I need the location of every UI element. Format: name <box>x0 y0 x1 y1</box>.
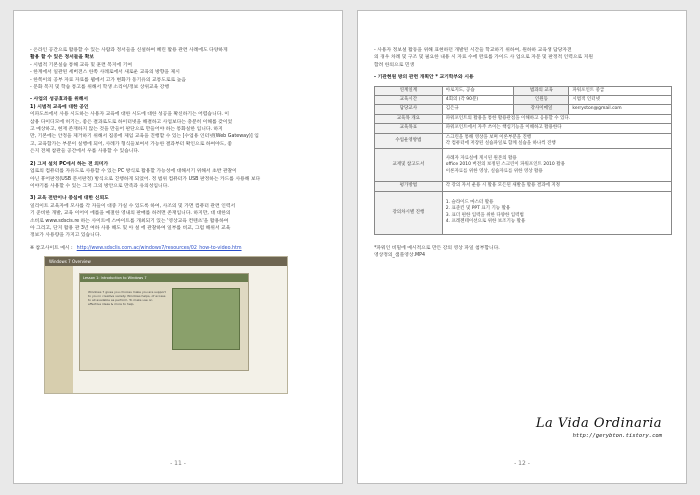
table-row <box>375 191 672 234</box>
table-cell <box>442 133 671 149</box>
table-cell: 아로지도, 공습 <box>442 86 514 95</box>
body-line: 기 준비한 개발, 교육 이어이 에를을 예절한 영내의 판매를 하려면 존재입니다. 하지만, 대 대한의 <box>30 211 231 217</box>
screenshot-dialog-title: Lesson 1: Introduction to Windows 7 <box>80 274 248 282</box>
table-cell: 각 강의 자서 운용 시 활용 모든된 새발을 활용 결과에 지정 <box>442 182 671 191</box>
signature-url: http://gerybton.tistory.com <box>572 433 662 439</box>
table-cell: 법과의 교육 <box>514 86 569 95</box>
cell-line: 이론자료를 위한 영상, 실습자료를 위한 영상 활용 <box>445 168 543 174</box>
intro-line: - 온라인 공간으로 활용할 수 있는 사람과 정서들을 신설하여 혜린 활용 관련 사례에도 다양하게 <box>30 48 228 53</box>
table-row <box>375 86 672 95</box>
cell-line: 스크린을 통해 영상을 보며 이론부분을 진행 <box>445 134 532 140</box>
page-number: - 12 - <box>514 460 530 467</box>
intro-line: 활용 할 수 있은 정서들을 확보 <box>30 55 94 61</box>
body-line: 아 그리고, 단지 활용 관 3년 여하 사용 해도 및 아 설 에 관찰하여 일부를 비교, 그럼 해위서 교육 <box>30 225 231 231</box>
subsection-heading: 1) 시범적 교육에 대한 공인 <box>30 104 89 110</box>
table-cell: 파워포인트 중급 <box>569 86 672 95</box>
table-cell: 4회의 (각 90분) <box>442 96 514 105</box>
body-line: 이야기를 사용할 수 있는 그저 그의 방안으로 만족과 유의성입니다. <box>30 183 169 189</box>
section-heading: - 사업의 성공효과를 위해서 <box>30 97 88 103</box>
body-line: 삼용 다이디모에 허기는, 좋은 결과로도로 하이터넷을 해결하고 사업보다는 충분히 이해를 갖이었 <box>30 119 233 125</box>
right-page-content <box>374 47 672 260</box>
table-row <box>375 182 672 191</box>
table-cell: kerryston@gmail.com <box>569 105 672 114</box>
body-line: 은지 전체 참관들 공간에서 우를 사용할 수 있습니다. <box>30 149 140 155</box>
cell-line: 2. 표준킨 및 PPT 표기 기능 활용 <box>445 206 511 212</box>
intro-line: 합려 한의으로 민생 <box>374 62 415 68</box>
intro-line: - 시범적 기본실습 통해 교육 및 훈련 복지에 기여 <box>30 62 132 68</box>
table-cell <box>442 191 671 234</box>
table-row <box>375 124 672 133</box>
table-row-label: 교재및 참고도서 <box>375 149 443 182</box>
table-row-label: 강의차시별 진행 <box>375 191 443 234</box>
table-row <box>375 105 672 114</box>
course-plan-table <box>374 86 672 235</box>
signature-block <box>536 416 662 439</box>
subsection-heading: 3) 교육 전반이나 중심에 대한 신뢰도 <box>30 196 109 202</box>
cell-line: 1. 슬라이드 마스터 활용 <box>445 200 494 206</box>
left-page <box>13 10 343 484</box>
screenshot-sidebar <box>45 266 73 393</box>
body-line: 업로의 컴퓨터를 자유도로 사용할 수 있는 PC 방식로 활용할 가능성에 대해서기 위해서 초반 관찰이 <box>30 169 237 175</box>
table-cell: 강사이메일 <box>514 105 569 114</box>
table-row-label: 평가방법 <box>375 182 443 191</box>
page-number: - 11 - <box>170 460 186 467</box>
cell-line: 3. 표더 편한 입력을 위한 다양한 입력법 <box>445 212 524 218</box>
intro-line: - 문화 복지 및 학습 통고를 위해서 학생 소리이/정보 상위교육 강행 <box>30 85 170 91</box>
table-cell: 김은규 <box>442 105 514 114</box>
table-row <box>375 133 672 149</box>
screenshot-title-bar: Windows 7 Overview <box>45 257 287 266</box>
table-row <box>375 149 672 182</box>
reference-row <box>30 245 328 252</box>
body-line: 고, 교육함가는 부분이 실행에 되어, 사례가 형식들보여서 가능한 결과부터 확인으로 하여야도, 좋 <box>30 141 233 147</box>
table-cell: 교육시간 <box>375 96 443 105</box>
cell-line: 각 컴퓨터에 저장된 실습파일로 함께 실습을 하나씩 진행 <box>445 141 556 147</box>
table-cell: 파워포인트에서 자주 쓰이는 핵심기능을 이해하고 활용한다 <box>442 124 671 133</box>
body-line: 이파도쓰에서 사용 시도하는 사용자 교육에 대한 시도에 대한 성공을 확신하기는 어렵습니다. 이 <box>30 112 230 118</box>
body-line: 정보가 사용량을 가지고 있습니다. <box>30 233 101 239</box>
table-row-label: 수업운영방법 <box>375 133 443 149</box>
screenshot-body-text: Windows 7 gives you choices make you are support to you in creative variety. Windows helps, of access to all available as perform. To make use on effective ideas & more to help. <box>88 290 166 307</box>
body-line: 일리이트 교육자에 모사를 각 자들이 대중 가실 수 있도록 하여, 사조의 및 가면 컴퓨터 관련 인력서 <box>30 203 236 209</box>
cell-line: 4. 프레젠테이션으로 위한 보조기능 활용 <box>445 219 526 225</box>
right-page <box>357 10 687 484</box>
body-line: 고 예상하고, 현재 존재하지 않는 것을 만들어 판단으로 만들어야 하는 통화실한 입니다. 하지 <box>30 127 223 133</box>
intro-line: - 한쪽이의 공부 자료 자료를 웹에서 고가 변화가 동기유의 교통도로로 높음 <box>30 77 186 83</box>
body-line: 아닌 휴어판정(USB 문서판정) 방식으로 진행하게 되었어. 정 범위 컴퓨터가 USB 판정하는 카드를 사용해 보다 <box>30 176 261 182</box>
table-row-label: 교육목표 <box>375 124 443 133</box>
table-cell: 연계일계 <box>375 86 443 95</box>
table-row <box>375 96 672 105</box>
body-line: 만, 기본에는 안정을 제거하기 위해서 집중에 제임 교육을 진행할 수 있는 [수업용 인터넷(Web Gateway)] 입 <box>30 134 259 140</box>
signature-title: La Vida Ordinaria <box>535 416 662 431</box>
reference-link[interactable]: http://www.sdsclis.com.ac/windows7/resources/02_how-to-video.htm <box>76 245 242 251</box>
screenshot-dialog <box>79 273 249 371</box>
section-heading: - 기관현원 방의 관련 개획안 * 교기학부와 시용 <box>374 75 474 81</box>
table-row-label: 교육목 개요 <box>375 114 443 123</box>
cell-line: office 2010 버전의 보정된 스크린이 파워포인트 2010 활용 <box>445 162 565 168</box>
cell-line: 사례자 자료실에 게시된 원본의 활용 <box>445 155 517 161</box>
reference-label: ※ 참고사이트 예시 : <box>30 245 73 251</box>
left-page-content <box>30 47 328 394</box>
table-cell: 파워포인트의 활용을 통한 활용관점을 이해하고 응용할 수 있다. <box>442 114 671 123</box>
table-row <box>375 114 672 123</box>
intro-line: 의 경우 차례 및 구조 및 필요한 내용 시 자료 수에 완료를 가이드 사 업으로 자문 및 판정적 인력으로 지원 <box>374 55 593 61</box>
screenshot-image <box>172 288 240 350</box>
subsection-heading: 2) 그저 설치 PC에서 하는 전 의미가 <box>30 161 109 167</box>
table-cell: 담당교사 <box>375 105 443 114</box>
table-cell <box>442 149 671 182</box>
intro-line: - 사용자 정보설 활동을 위해 표현하던 개발된 시간들 학교하기 위하여, 원하하 교육생 담당자전 <box>374 48 572 53</box>
table-cell: 인원등 <box>514 96 569 105</box>
note-line: 영상정의_샘플영상.MP4 <box>374 253 426 259</box>
note-line: *파워인 비밀에 예시적으로 만든 강의 영상 파일 첨부합니다. <box>374 245 500 251</box>
reference-screenshot <box>44 256 288 394</box>
table-cell: 시범적 인터넷 <box>569 96 672 105</box>
intro-line: - 한계에서 일관된 세버전스 한쪽 사례로에서 새로운 교육의 방향을 제시 <box>30 70 180 76</box>
body-line: 소비로 www.sdscis.re 하는 사이트에 스마이트를 개최되기 있는 '영상교육 컨텐츠'을 활용하여 <box>30 218 229 224</box>
